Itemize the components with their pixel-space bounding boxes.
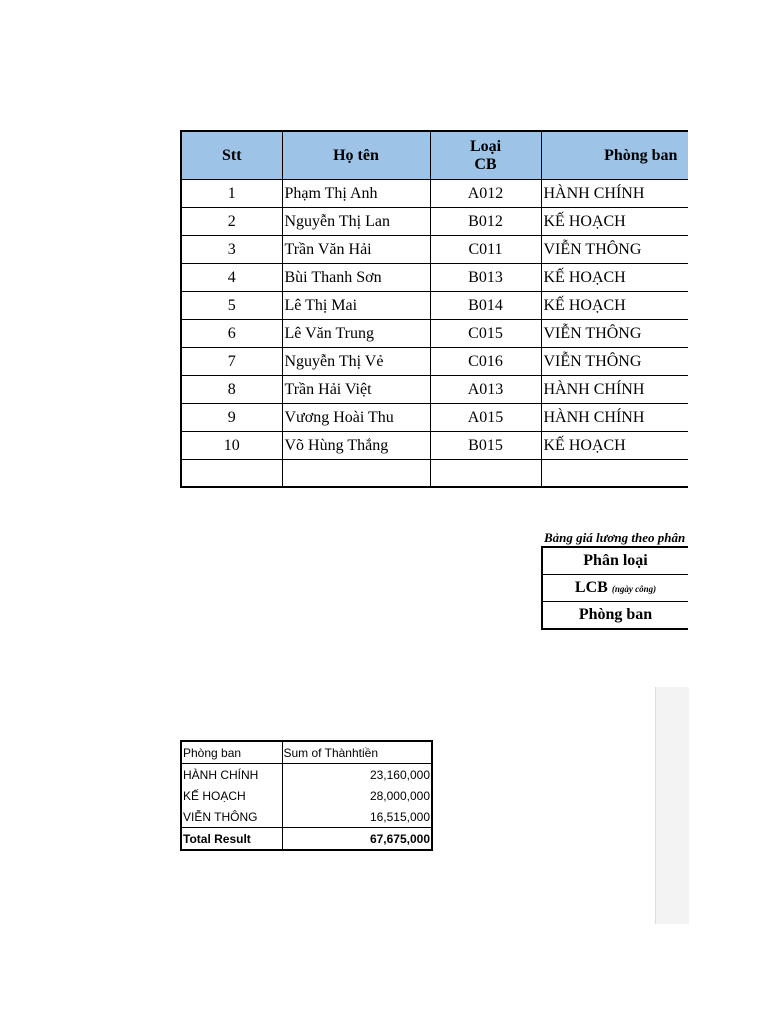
cell-name[interactable]: Nguyễn Thị Vẻ <box>282 348 430 376</box>
cell-type[interactable]: A013 <box>430 376 541 404</box>
cell-stt[interactable]: 8 <box>181 376 282 404</box>
pivot-value[interactable]: 16,515,000 <box>369 809 430 824</box>
empty-cell[interactable] <box>181 460 282 488</box>
cell-department[interactable]: HÀNH CHÍNH <box>541 180 688 208</box>
cell-name[interactable]: Vương Hoài Thu <box>282 404 430 432</box>
cell-type[interactable]: B013 <box>430 264 541 292</box>
cell-name[interactable]: Lê Văn Trung <box>282 320 430 348</box>
empty-cell[interactable] <box>541 460 688 488</box>
pivot-value[interactable]: 23,160,000 <box>369 767 430 782</box>
cell-stt[interactable]: 5 <box>181 292 282 320</box>
pivot-header-row <box>181 741 432 764</box>
pivot-row <box>181 764 432 786</box>
table-row <box>181 404 688 432</box>
cell-department[interactable]: KẾ HOẠCH <box>541 292 688 320</box>
empty-row <box>181 460 688 488</box>
cell-stt[interactable]: 1 <box>181 180 282 208</box>
pivot-department[interactable]: HÀNH CHÍNH <box>181 764 282 786</box>
cell-name[interactable]: Võ Hùng Thắng <box>282 432 430 460</box>
cell-type[interactable]: A012 <box>430 180 541 208</box>
cell-name[interactable]: Bùi Thanh Sơn <box>282 264 430 292</box>
pivot-department[interactable]: KẾ HOẠCH <box>181 785 282 806</box>
table-row <box>181 292 688 320</box>
lookup-row-classification <box>542 547 688 575</box>
cell-stt[interactable]: 4 <box>181 264 282 292</box>
pivot-total-label[interactable]: Total Result <box>181 828 282 851</box>
cell-name[interactable]: Nguyễn Thị Lan <box>282 208 430 236</box>
table-row <box>181 180 688 208</box>
cell-name[interactable]: Lê Thị Mai <box>282 292 430 320</box>
cell-name[interactable]: Trần Văn Hải <box>282 236 430 264</box>
lookup-lcb-note: (ngày công) <box>611 584 657 594</box>
cell-type[interactable]: A015 <box>430 404 541 432</box>
cell-name[interactable]: Trần Hải Việt <box>282 376 430 404</box>
cell-stt[interactable]: 3 <box>181 236 282 264</box>
cell-type[interactable]: B012 <box>430 208 541 236</box>
lookup-classification-label[interactable]: Phân loại <box>542 547 688 575</box>
cell-stt[interactable]: 6 <box>181 320 282 348</box>
table-row <box>181 432 688 460</box>
cell-stt[interactable]: 7 <box>181 348 282 376</box>
header-type-line2: CB <box>474 155 497 173</box>
pivot-total-value[interactable]: 67,675,000 <box>282 828 432 851</box>
lookup-row-department <box>542 602 688 630</box>
cell-type[interactable]: C011 <box>430 236 541 264</box>
table-row <box>181 264 688 292</box>
cell-department[interactable]: HÀNH CHÍNH <box>541 376 688 404</box>
cell-type[interactable]: B014 <box>430 292 541 320</box>
employee-table-header <box>181 131 688 180</box>
cell-type[interactable]: C016 <box>430 348 541 376</box>
empty-cell[interactable] <box>282 460 430 488</box>
cell-name[interactable]: Phạm Thị Anh <box>282 180 430 208</box>
pivot-header-department[interactable]: Phòng ban <box>181 741 282 764</box>
salary-lookup-region <box>541 546 688 632</box>
header-type-line1: Loại <box>469 137 502 155</box>
salary-lookup-caption: Bảng giá lương theo phân <box>544 530 686 545</box>
header-stt[interactable]: Stt <box>181 131 282 180</box>
lookup-department-label[interactable]: Phòng ban <box>542 602 688 630</box>
cell-type[interactable]: B015 <box>430 432 541 460</box>
table-row <box>181 320 688 348</box>
cell-department[interactable]: KẾ HOẠCH <box>541 264 688 292</box>
header-name[interactable]: Họ tên <box>282 131 430 180</box>
cell-department[interactable]: VIỄN THÔNG <box>541 320 688 348</box>
cell-type[interactable]: C015 <box>430 320 541 348</box>
pivot-department[interactable]: VIỄN THÔNG <box>181 806 282 828</box>
cell-department[interactable]: KẾ HOẠCH <box>541 432 688 460</box>
pivot-value[interactable]: 28,000,000 <box>369 788 430 803</box>
pivot-header-sum[interactable]: Sum of Thànhtiền <box>282 741 432 764</box>
empty-cell[interactable] <box>430 460 541 488</box>
pivot-total-row <box>181 828 432 851</box>
pivot-row <box>181 785 432 806</box>
employee-table-region <box>180 130 688 494</box>
lookup-lcb-text: LCB <box>574 579 608 596</box>
employee-table <box>180 130 688 488</box>
lookup-lcb-label[interactable] <box>542 575 688 602</box>
employee-table-body <box>181 180 688 488</box>
cell-department[interactable]: HÀNH CHÍNH <box>541 404 688 432</box>
cell-stt[interactable]: 10 <box>181 432 282 460</box>
table-row <box>181 348 688 376</box>
header-type[interactable] <box>430 131 541 180</box>
cell-department[interactable]: VIỄN THÔNG <box>541 348 688 376</box>
header-department[interactable]: Phòng ban <box>541 131 688 180</box>
lookup-row-lcb <box>542 575 688 602</box>
cell-stt[interactable]: 9 <box>181 404 282 432</box>
table-row <box>181 236 688 264</box>
table-row <box>181 376 688 404</box>
cell-stt[interactable]: 2 <box>181 208 282 236</box>
side-panel <box>655 687 689 924</box>
cell-department[interactable]: VIỄN THÔNG <box>541 236 688 264</box>
cell-department[interactable]: KẾ HOẠCH <box>541 208 688 236</box>
pivot-table <box>180 740 433 851</box>
table-row <box>181 208 688 236</box>
pivot-row <box>181 806 432 828</box>
salary-lookup-table <box>541 546 688 630</box>
